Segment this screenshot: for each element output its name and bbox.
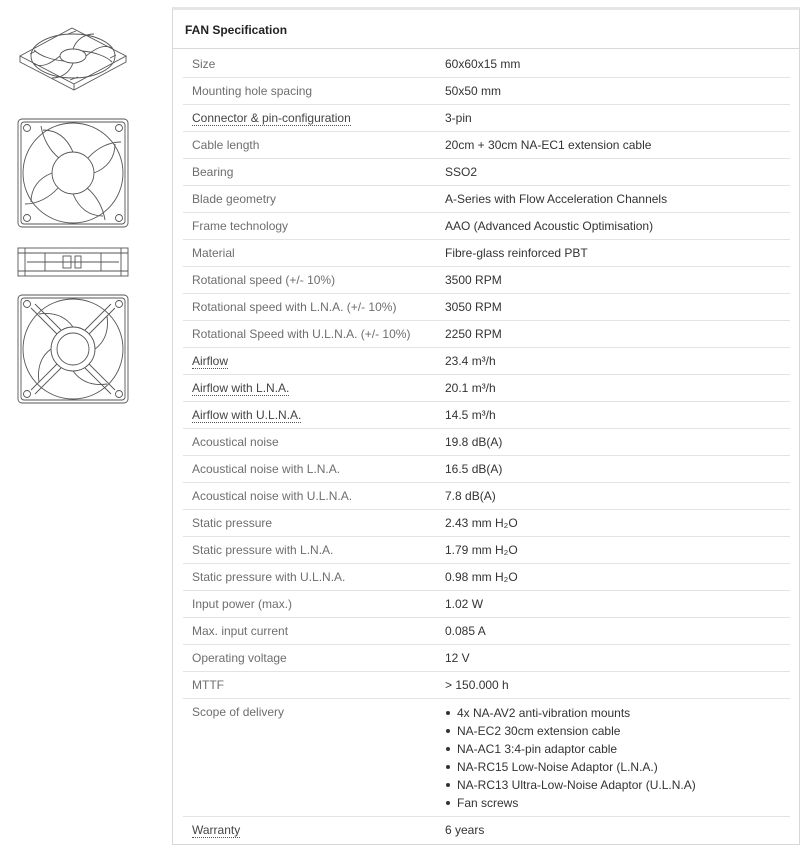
spec-label-text: Max. input current <box>192 624 289 638</box>
spec-row <box>183 51 790 78</box>
spec-row <box>183 456 790 483</box>
spec-label <box>183 132 445 158</box>
spec-value: 50x50 mm <box>445 84 502 98</box>
scope-item: NA-RC13 Ultra-Low-Noise Adaptor (U.L.N.A) <box>445 776 790 794</box>
spec-label-text: Operating voltage <box>192 651 287 665</box>
spec-label-text: Rotational speed (+/- 10%) <box>192 273 336 287</box>
spec-label-link[interactable]: Airflow <box>192 354 229 368</box>
spec-row <box>183 213 790 240</box>
spec-label <box>183 510 445 536</box>
spec-label-text: Input power (max.) <box>192 597 293 611</box>
spec-label-text: Static pressure with U.L.N.A. <box>192 570 346 584</box>
spec-label-link[interactable]: Airflow with U.L.N.A. <box>192 408 302 422</box>
spec-value: 2.43 mm H₂O <box>445 516 518 530</box>
spec-value: A-Series with Flow Acceleration Channels <box>445 192 668 206</box>
spec-value: 20cm + 30cm NA-EC1 extension cable <box>445 138 652 152</box>
spec-label-text: Bearing <box>192 165 234 179</box>
spec-label <box>183 267 445 293</box>
spec-label[interactable] <box>183 105 445 131</box>
spec-row <box>183 537 790 564</box>
scope-item: NA-AC1 3:4-pin adaptor cable <box>445 740 790 758</box>
spec-label <box>183 51 445 77</box>
spec-label <box>183 159 445 185</box>
fan-specification-panel <box>172 7 800 845</box>
spec-label <box>183 456 445 482</box>
spec-label <box>183 537 445 563</box>
spec-value: 20.1 m³/h <box>445 381 496 395</box>
scope-item: 4x NA-AV2 anti-vibration mounts <box>445 704 790 722</box>
fan-side-drawing <box>17 247 129 277</box>
spec-value <box>445 699 790 816</box>
spec-label <box>183 564 445 590</box>
spec-row <box>183 817 790 844</box>
spec-row <box>183 591 790 618</box>
spec-label <box>183 618 445 644</box>
spec-value: 3-pin <box>445 111 472 125</box>
spec-value: 23.4 m³/h <box>445 354 496 368</box>
spec-label-text: Blade geometry <box>192 192 277 206</box>
spec-label <box>183 429 445 455</box>
fan-drawings <box>0 0 160 853</box>
spec-label <box>183 672 445 698</box>
spec-row <box>183 240 790 267</box>
spec-value: 19.8 dB(A) <box>445 435 503 449</box>
spec-row <box>183 429 790 456</box>
spec-label-text: Material <box>192 246 235 260</box>
spec-table <box>183 51 790 844</box>
spec-row <box>183 699 790 817</box>
spec-row <box>183 672 790 699</box>
spec-label-link[interactable]: Warranty <box>192 823 241 837</box>
spec-value: 3500 RPM <box>445 273 502 287</box>
spec-row <box>183 645 790 672</box>
spec-label-text: Acoustical noise with U.L.N.A. <box>192 489 353 503</box>
spec-row <box>183 159 790 186</box>
spec-label-text: Mounting hole spacing <box>192 84 313 98</box>
spec-label-text: Static pressure <box>192 516 273 530</box>
spec-value: Fibre-glass reinforced PBT <box>445 246 588 260</box>
spec-label-text: Scope of delivery <box>192 705 285 719</box>
spec-value: 2250 RPM <box>445 327 502 341</box>
spec-label <box>183 645 445 671</box>
spec-value: > 150.000 h <box>445 678 509 692</box>
spec-row <box>183 132 790 159</box>
spec-label <box>183 213 445 239</box>
fan-isometric-drawing <box>16 22 130 92</box>
spec-value: 60x60x15 mm <box>445 57 521 71</box>
spec-value: 16.5 dB(A) <box>445 462 503 476</box>
spec-label-text: Size <box>192 57 216 71</box>
spec-label <box>183 78 445 104</box>
spec-label <box>183 483 445 509</box>
spec-label[interactable] <box>183 817 445 844</box>
spec-value: 1.79 mm H₂O <box>445 543 518 557</box>
spec-row <box>183 402 790 429</box>
spec-value: 0.98 mm H₂O <box>445 570 518 584</box>
spec-value: 6 years <box>445 823 485 837</box>
spec-label[interactable] <box>183 375 445 401</box>
spec-label-text: Acoustical noise <box>192 435 279 449</box>
spec-label <box>183 294 445 320</box>
spec-label-text: MTTF <box>192 678 224 692</box>
spec-row <box>183 375 790 402</box>
scope-of-delivery-list <box>445 699 790 812</box>
spec-row <box>183 78 790 105</box>
scope-item: NA-RC15 Low-Noise Adaptor (L.N.A.) <box>445 758 790 776</box>
spec-label[interactable] <box>183 402 445 428</box>
spec-label-text: Static pressure with L.N.A. <box>192 543 334 557</box>
spec-row <box>183 267 790 294</box>
scope-item: NA-EC2 30cm extension cable <box>445 722 790 740</box>
spec-row <box>183 564 790 591</box>
spec-value: 7.8 dB(A) <box>445 489 496 503</box>
spec-row <box>183 186 790 213</box>
fan-front-drawing <box>17 118 129 228</box>
spec-label <box>183 321 445 347</box>
spec-label-link[interactable]: Airflow with L.N.A. <box>192 381 290 395</box>
spec-label[interactable] <box>183 348 445 374</box>
spec-value: 1.02 W <box>445 597 484 611</box>
fan-back-drawing <box>17 294 129 404</box>
spec-label-text: Cable length <box>192 138 260 152</box>
spec-label <box>183 186 445 212</box>
spec-row <box>183 348 790 375</box>
spec-label-text: Rotational speed with L.N.A. (+/- 10%) <box>192 300 397 314</box>
spec-label-text: Rotational Speed with U.L.N.A. (+/- 10%) <box>192 327 411 341</box>
spec-label <box>183 240 445 266</box>
spec-row <box>183 483 790 510</box>
spec-row <box>183 105 790 132</box>
spec-value: 0.085 A <box>445 624 486 638</box>
scope-item: Fan screws <box>445 794 790 812</box>
spec-label <box>183 591 445 617</box>
spec-value: 14.5 m³/h <box>445 408 496 422</box>
spec-value: SSO2 <box>445 165 478 179</box>
spec-label-text: Frame technology <box>192 219 289 233</box>
spec-row <box>183 510 790 537</box>
spec-label-link[interactable]: Connector & pin-configuration <box>192 111 351 125</box>
spec-row <box>183 294 790 321</box>
spec-value: 3050 RPM <box>445 300 502 314</box>
spec-label-text: Acoustical noise with L.N.A. <box>192 462 341 476</box>
spec-value: AAO (Advanced Acoustic Optimisation) <box>445 219 654 233</box>
spec-row <box>183 321 790 348</box>
spec-value: 12 V <box>445 651 470 665</box>
spec-title: FAN Specification <box>173 10 799 49</box>
spec-row <box>183 618 790 645</box>
spec-label <box>183 699 445 816</box>
